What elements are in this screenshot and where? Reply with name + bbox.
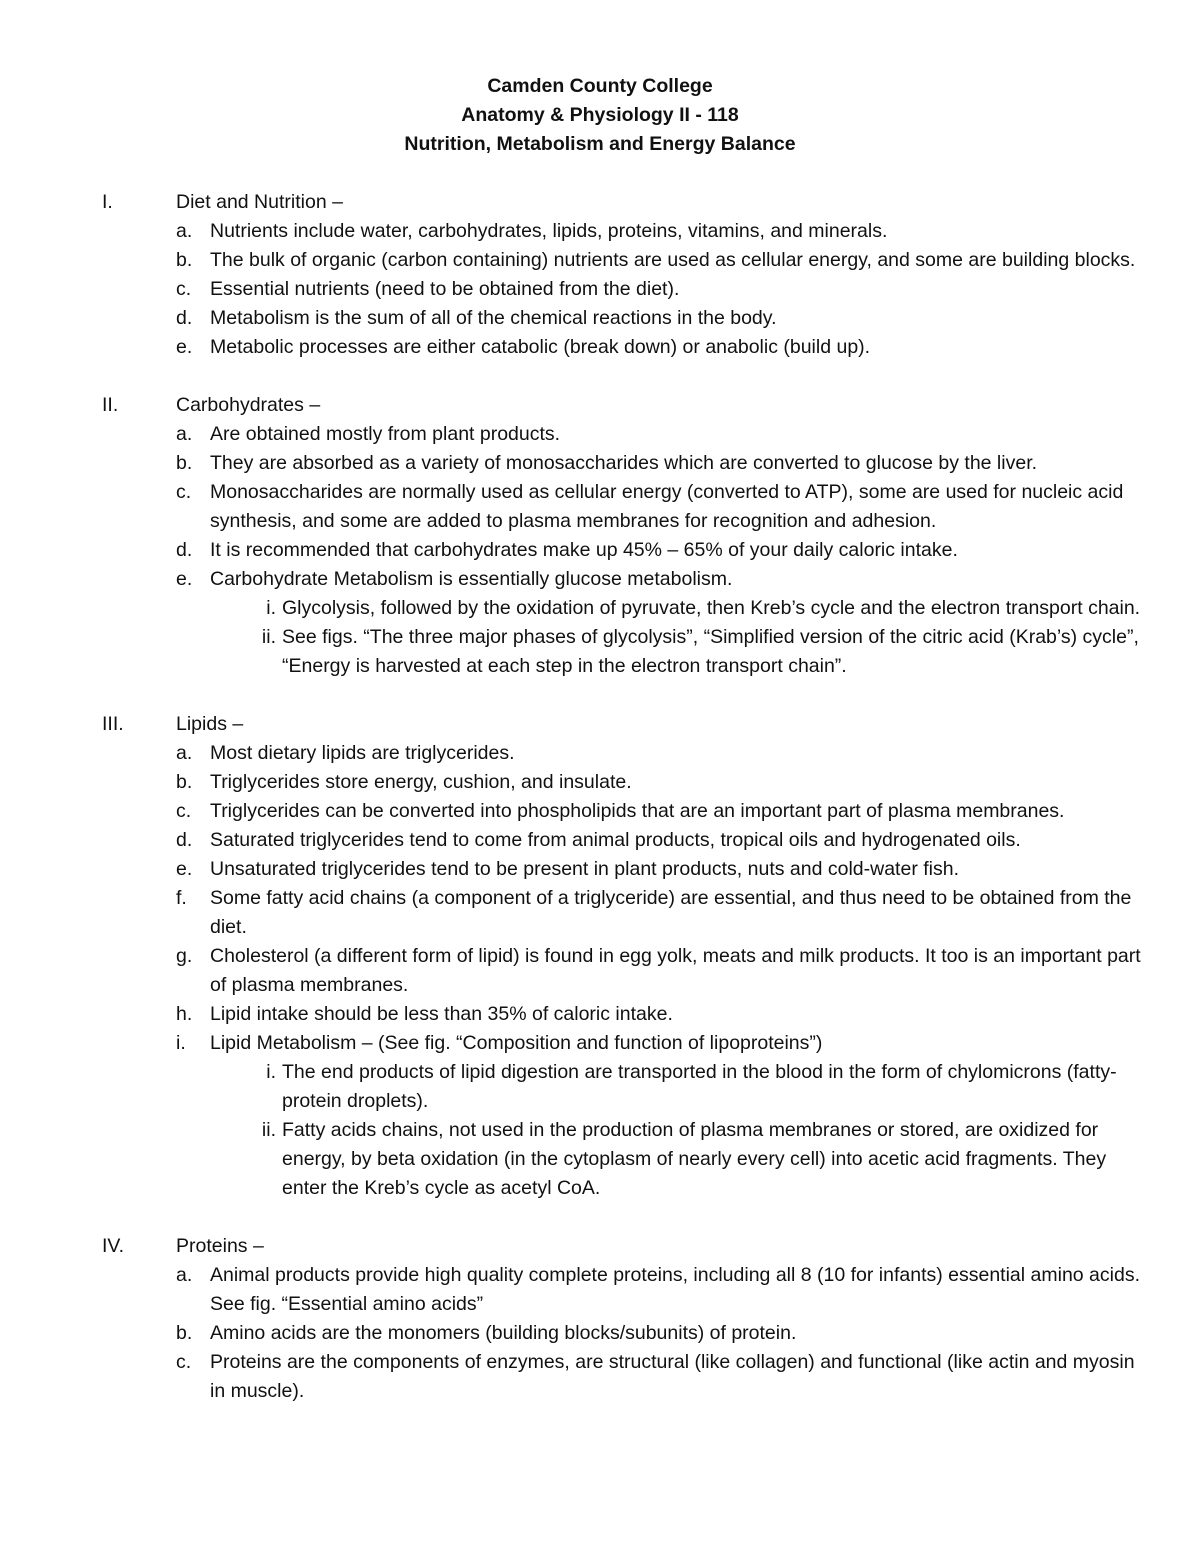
list-item bbox=[102, 478, 1142, 536]
section-title: Proteins – bbox=[176, 1235, 264, 1257]
item-marker: c. bbox=[176, 1351, 192, 1373]
item-text: Amino acids are the monomers (building blocks/subunits) of protein. bbox=[210, 1322, 797, 1344]
outline-content bbox=[102, 188, 1142, 1435]
outline-section bbox=[102, 391, 1142, 681]
item-marker: g. bbox=[176, 945, 193, 967]
item-text: Lipid Metabolism – (See fig. “Composition and function of lipoproteins”) bbox=[210, 1032, 823, 1054]
list-item bbox=[102, 855, 1142, 884]
item-text: Monosaccharides are normally used as cellular energy (converted to ATP), some are used for nucleic acid synthesis, and some are added to plasma membranes for recognition and adhesion. bbox=[210, 481, 1124, 532]
sub-item-text: See figs. “The three major phases of glycolysis”, “Simplified version of the citric acid (Krab’s) cycle”, “Energy is harvested at each step in the electron transport chain”. bbox=[282, 626, 1139, 677]
list-item bbox=[102, 536, 1142, 565]
sub-item-text: Glycolysis, followed by the oxidation of pyruvate, then Kreb’s cycle and the electron transport chain. bbox=[282, 597, 1141, 619]
item-marker: b. bbox=[176, 452, 193, 474]
section-heading bbox=[102, 1232, 1142, 1261]
item-marker: b. bbox=[176, 1322, 193, 1344]
item-text: Triglycerides can be converted into phospholipids that are an important part of plasma membranes. bbox=[210, 800, 1065, 822]
list-item bbox=[102, 884, 1142, 942]
item-marker: i. bbox=[176, 1032, 186, 1054]
sub-item-marker: i. bbox=[266, 597, 276, 619]
outline-section bbox=[102, 710, 1142, 1203]
item-text: The bulk of organic (carbon containing) nutrients are used as cellular energy, and some are building blocks. bbox=[210, 249, 1136, 271]
list-item bbox=[102, 449, 1142, 478]
item-marker: e. bbox=[176, 568, 193, 590]
section-title: Lipids – bbox=[176, 713, 244, 735]
item-marker: h. bbox=[176, 1003, 193, 1025]
item-marker: a. bbox=[176, 220, 193, 242]
item-marker: a. bbox=[176, 423, 193, 445]
item-marker: b. bbox=[176, 249, 193, 271]
sub-list-item bbox=[102, 623, 1142, 681]
section-title: Carbohydrates – bbox=[176, 394, 321, 416]
list-item bbox=[102, 333, 1142, 362]
item-marker: b. bbox=[176, 771, 193, 793]
sub-list-item bbox=[102, 1058, 1142, 1116]
list-item bbox=[102, 942, 1142, 1000]
item-text: Lipid intake should be less than 35% of caloric intake. bbox=[210, 1003, 673, 1025]
sub-item-text: Fatty acids chains, not used in the production of plasma membranes or stored, are oxidized for energy, by beta oxidation (in the cytoplasm of nearly every cell) into acetic acid fragments. They enter the Kreb’s cycle as acetyl CoA. bbox=[282, 1119, 1107, 1199]
list-item bbox=[102, 797, 1142, 826]
item-text: It is recommended that carbohydrates make up 45% – 65% of your daily caloric intake. bbox=[210, 539, 958, 561]
sub-item-marker: i. bbox=[266, 1061, 276, 1083]
course-title: Anatomy & Physiology II - 118 bbox=[461, 104, 739, 126]
item-marker: d. bbox=[176, 539, 193, 561]
outline-section bbox=[102, 188, 1142, 362]
item-text: Essential nutrients (need to be obtained from the diet). bbox=[210, 278, 680, 300]
item-marker: d. bbox=[176, 829, 193, 851]
sub-item-text: The end products of lipid digestion are transported in the blood in the form of chylomicrons (fatty-protein droplets). bbox=[282, 1061, 1117, 1112]
section-number: III. bbox=[102, 713, 124, 735]
item-marker: a. bbox=[176, 742, 193, 764]
list-item bbox=[102, 246, 1142, 275]
list-item bbox=[102, 217, 1142, 246]
sub-item-marker: ii. bbox=[261, 1119, 276, 1141]
item-text: They are absorbed as a variety of monosaccharides which are converted to glucose by the liver. bbox=[210, 452, 1038, 474]
item-text: Carbohydrate Metabolism is essentially glucose metabolism. bbox=[210, 568, 733, 590]
topic-title: Nutrition, Metabolism and Energy Balance bbox=[404, 133, 796, 155]
section-title: Diet and Nutrition – bbox=[176, 191, 343, 213]
item-text: Most dietary lipids are triglycerides. bbox=[210, 742, 515, 764]
item-marker: c. bbox=[176, 278, 192, 300]
list-item bbox=[102, 768, 1142, 797]
item-text: Saturated triglycerides tend to come from animal products, tropical oils and hydrogenated oils. bbox=[210, 829, 1021, 851]
item-text: Some fatty acid chains (a component of a triglyceride) are essential, and thus need to be obtained from the diet. bbox=[210, 887, 1132, 938]
section-number: II. bbox=[102, 394, 119, 416]
item-marker: c. bbox=[176, 481, 192, 503]
section-heading bbox=[102, 710, 1142, 739]
list-item bbox=[102, 1261, 1142, 1319]
list-item bbox=[102, 420, 1142, 449]
item-text: Nutrients include water, carbohydrates, lipids, proteins, vitamins, and minerals. bbox=[210, 220, 888, 242]
college-name: Camden County College bbox=[487, 75, 713, 97]
item-text: Unsaturated triglycerides tend to be present in plant products, nuts and cold-water fish. bbox=[210, 858, 959, 880]
item-marker: c. bbox=[176, 800, 192, 822]
outline-section bbox=[102, 1232, 1142, 1406]
item-text: Cholesterol (a different form of lipid) is found in egg yolk, meats and milk products. It too is an important part of plasma membranes. bbox=[210, 945, 1141, 996]
item-text: Metabolism is the sum of all of the chemical reactions in the body. bbox=[210, 307, 777, 329]
section-heading bbox=[102, 391, 1142, 420]
list-item bbox=[102, 1000, 1142, 1029]
list-item bbox=[102, 565, 1142, 594]
item-marker: f. bbox=[176, 887, 187, 909]
item-text: Triglycerides store energy, cushion, and insulate. bbox=[210, 771, 632, 793]
list-item bbox=[102, 826, 1142, 855]
sub-list-item bbox=[102, 1116, 1142, 1203]
list-item bbox=[102, 275, 1142, 304]
item-text: Animal products provide high quality complete proteins, including all 8 (10 for infants) essential amino acids. See fig. “Essential amino acids” bbox=[210, 1264, 1140, 1315]
item-text: Are obtained mostly from plant products. bbox=[210, 423, 561, 445]
item-marker: a. bbox=[176, 1264, 193, 1286]
section-heading bbox=[102, 188, 1142, 217]
list-item bbox=[102, 1348, 1142, 1406]
document-header bbox=[0, 72, 1200, 159]
item-marker: e. bbox=[176, 858, 193, 880]
list-item bbox=[102, 1029, 1142, 1058]
item-text: Proteins are the components of enzymes, are structural (like collagen) and functional (like actin and myosin in muscle). bbox=[210, 1351, 1135, 1402]
sub-item-marker: ii. bbox=[261, 626, 276, 648]
list-item bbox=[102, 739, 1142, 768]
list-item bbox=[102, 304, 1142, 333]
section-number: I. bbox=[102, 191, 113, 213]
list-item bbox=[102, 1319, 1142, 1348]
sub-list-item bbox=[102, 594, 1142, 623]
item-text: Metabolic processes are either catabolic (break down) or anabolic (build up). bbox=[210, 336, 871, 358]
item-marker: d. bbox=[176, 307, 193, 329]
section-number: IV. bbox=[102, 1235, 125, 1257]
item-marker: e. bbox=[176, 336, 193, 358]
